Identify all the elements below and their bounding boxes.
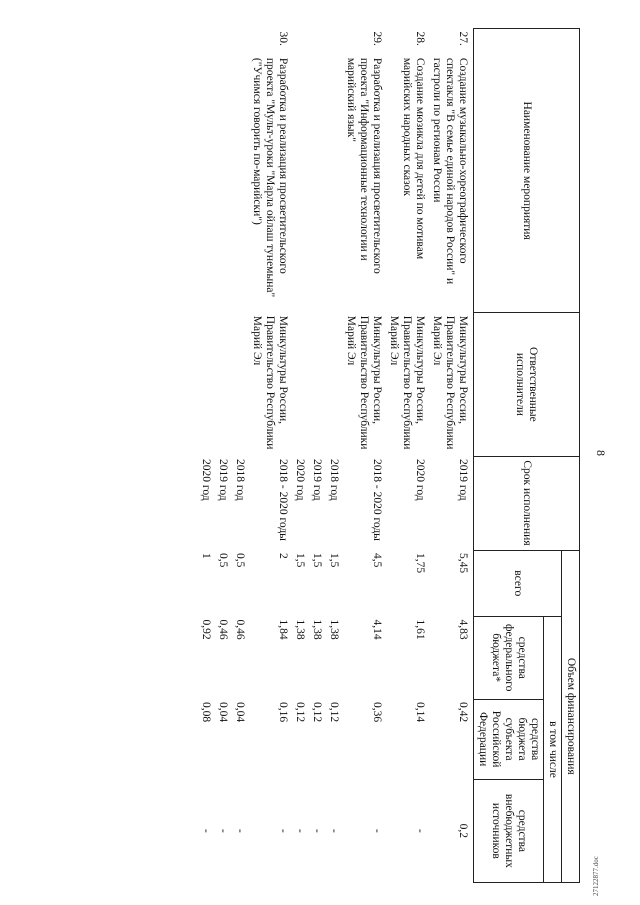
cell-total: 1,75 xyxy=(414,553,426,574)
cell-extra: - xyxy=(311,828,323,833)
header-including: в том числе xyxy=(544,616,562,882)
cell-total: 0,5 xyxy=(234,553,246,568)
cell-federal: 1,61 xyxy=(414,619,426,640)
header-extra: средства внебюджетных источников xyxy=(474,779,544,882)
cell-term: 2020 год xyxy=(200,459,212,501)
cell-extra: - xyxy=(234,828,246,833)
header-executors: Ответственные исполнители xyxy=(474,313,580,456)
cell-total: 0,5 xyxy=(217,553,229,568)
table-row xyxy=(387,29,430,883)
cell-federal: 0,46 xyxy=(234,619,246,640)
table-body xyxy=(199,29,474,883)
cell-exec xyxy=(310,313,327,456)
header-federal: средства федерального бюджета* xyxy=(474,616,544,699)
cell-regional: 0,12 xyxy=(311,702,323,723)
header-regional: средства бюджета субъекта Российской Федерации xyxy=(474,699,544,779)
cell-no: 27. xyxy=(457,31,469,46)
cell-no xyxy=(293,29,310,55)
cell-federal: 1,38 xyxy=(311,619,323,640)
cell-exec xyxy=(216,313,233,456)
cell-term: 2020 год xyxy=(414,459,426,501)
header-volume: Объем финансирования xyxy=(562,550,580,882)
cell-no xyxy=(310,29,327,55)
cell-exec: Минкультуры России, Правительство Республики Марий Эл xyxy=(388,315,426,450)
cell-exec: Минкультуры России, Правительство Республики Марий Эл xyxy=(431,315,469,450)
cell-no xyxy=(216,29,233,55)
page-number: 8 xyxy=(594,450,608,456)
cell-term: 2018 год xyxy=(328,459,340,501)
cell-name xyxy=(293,55,310,313)
table-row xyxy=(293,29,310,883)
cell-federal: 4,14 xyxy=(371,619,383,640)
cell-name: Разработка и реализация просветительского проекта "Мульт-уроки "Марла ойлаш тунемына" ("Учимся говорить по-марийски") xyxy=(251,57,289,298)
cell-regional: 0,16 xyxy=(277,702,289,723)
cell-term: 2018 год xyxy=(234,459,246,501)
cell-total: 5,45 xyxy=(457,553,469,574)
cell-federal: 1,84 xyxy=(277,619,289,640)
cell-regional: 0,08 xyxy=(200,702,212,723)
table-row xyxy=(327,29,344,883)
cell-no xyxy=(199,29,216,55)
rotated-content xyxy=(40,18,620,888)
cell-total: 1,5 xyxy=(311,553,323,568)
cell-total: 1,5 xyxy=(294,553,306,568)
header-total: всего xyxy=(474,550,562,616)
cell-federal: 1,38 xyxy=(294,619,306,640)
cell-total: 4,5 xyxy=(371,553,383,568)
cell-regional: 0,12 xyxy=(294,702,306,723)
cell-exec: Минкультуры России, Правительство Республики Марий Эл xyxy=(345,315,383,450)
cell-exec xyxy=(199,313,216,456)
cell-federal: 1,38 xyxy=(328,619,340,640)
cell-name xyxy=(199,55,216,313)
table-row xyxy=(310,29,327,883)
cell-federal: 4,83 xyxy=(457,619,469,640)
cell-exec xyxy=(233,313,250,456)
cell-exec xyxy=(293,313,310,456)
cell-term: 2018 - 2020 годы xyxy=(277,459,289,541)
cell-exec xyxy=(327,313,344,456)
table-row xyxy=(199,29,216,883)
cell-extra: - xyxy=(294,828,306,833)
cell-name: Разработка и реализация просветительского проекта "Информационные технологии и марийский язык" xyxy=(345,57,383,274)
cell-name xyxy=(310,55,327,313)
cell-no xyxy=(327,29,344,55)
cell-term: 2019 год xyxy=(311,459,323,501)
cell-regional: 0,14 xyxy=(414,702,426,723)
cell-extra: - xyxy=(328,828,340,833)
cell-regional: 0,36 xyxy=(371,702,383,723)
cell-regional: 0,04 xyxy=(234,702,246,723)
cell-extra: - xyxy=(217,828,229,833)
cell-extra: - xyxy=(277,828,289,833)
table-row xyxy=(430,29,474,883)
cell-extra: - xyxy=(371,828,383,833)
cell-regional: 0,12 xyxy=(328,702,340,723)
cell-exec: Минкультуры России, Правительство Республики Марий Эл xyxy=(251,315,289,450)
cell-total: 1,5 xyxy=(328,553,340,568)
cell-name xyxy=(216,55,233,313)
cell-total: 1 xyxy=(200,553,212,559)
cell-extra: 0,2 xyxy=(457,823,469,839)
cell-no: 29. xyxy=(371,31,383,46)
table-row xyxy=(216,29,233,883)
header-term: Срок исполнения xyxy=(474,456,580,550)
table-row xyxy=(344,29,387,883)
cell-term: 2019 год xyxy=(457,459,469,501)
financing-table xyxy=(199,28,580,883)
table-row xyxy=(250,29,293,883)
cell-federal: 0,46 xyxy=(217,619,229,640)
cell-regional: 0,04 xyxy=(217,702,229,723)
cell-name: Создание мюзикла для детей по мотивам марийских народных сказок xyxy=(401,57,426,260)
cell-term: 2019 год xyxy=(217,459,229,501)
cell-extra: - xyxy=(200,828,212,833)
cell-name: Создание музыкально-хореографического спектакля "В семье единой народов России" и гастроли по регионам России xyxy=(431,57,469,285)
cell-no: 28. xyxy=(414,31,426,46)
cell-federal: 0,92 xyxy=(200,619,212,640)
cell-total: 2 xyxy=(277,553,289,559)
cell-no xyxy=(233,29,250,55)
cell-extra: - xyxy=(414,828,426,833)
file-id: 27122877.doc xyxy=(592,856,600,896)
cell-regional: 0,42 xyxy=(457,702,469,723)
cell-term: 2020 год xyxy=(294,459,306,501)
table-row xyxy=(233,29,250,883)
header-name: Наименование мероприятия xyxy=(474,29,580,313)
cell-term: 2018 - 2020 годы xyxy=(371,459,383,541)
cell-no: 30. xyxy=(277,31,289,46)
cell-name xyxy=(327,55,344,313)
cell-name xyxy=(233,55,250,313)
